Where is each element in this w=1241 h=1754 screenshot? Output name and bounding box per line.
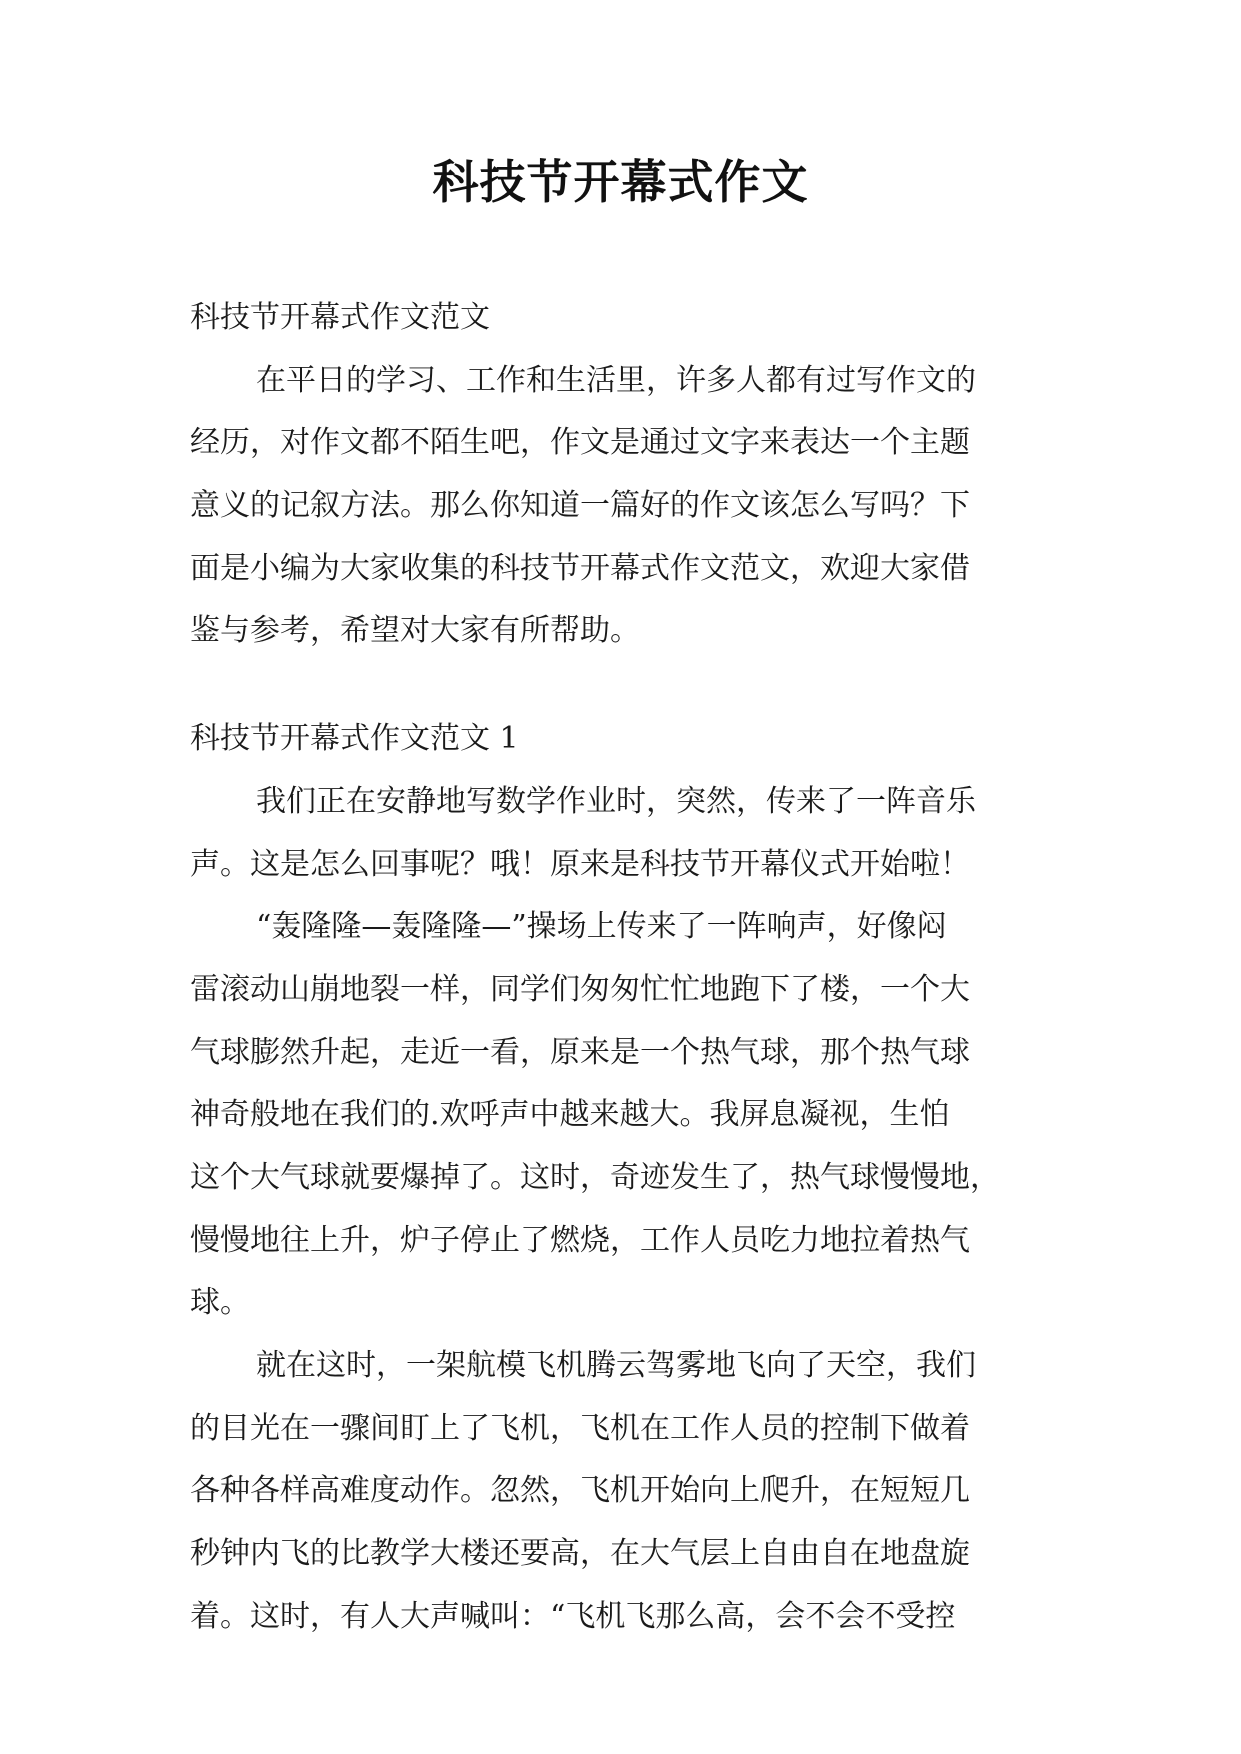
section1-paragraph-1 [190, 771, 1056, 896]
section1-paragraph-2 [190, 896, 1056, 1335]
paragraph-line: 各种各样高难度动作。忽然，飞机开始向上爬升，在短短几 [190, 1473, 970, 1509]
paragraph-line: 气球膨然升起，走近一看，原来是一个热气球，那个热气球 [190, 1034, 970, 1070]
section-spacer [190, 663, 1056, 708]
paragraph-line: 神奇般地在我们的.欢呼声中越来越大。我屏息凝视，生怕 [190, 1097, 950, 1133]
paragraph-line: 面是小编为大家收集的科技节开幕式作文范文，欢迎大家借 [190, 550, 970, 586]
paragraph-line: 声。这是怎么回事呢？哦！原来是科技节开幕仪式开始啦！ [190, 846, 970, 882]
paragraph-line: 的目光在一骤间盯上了飞机，飞机在工作人员的控制下做着 [190, 1410, 970, 1446]
paragraph-line: 这个大气球就要爆掉了。这时，奇迹发生了，热气球慢慢地， [190, 1159, 1000, 1195]
paragraph-line: 秒钟内飞的比教学大楼还要高，在大气层上自由自在地盘旋 [190, 1536, 970, 1572]
paragraph-line: 鉴与参考，希望对大家有所帮助。 [190, 613, 640, 649]
intro-heading: 科技节开幕式作文范文 [190, 300, 490, 335]
section1-paragraph-3 [190, 1335, 1056, 1648]
paragraph-line: 就在这时，一架航模飞机腾云驾雾地飞向了天空，我们 [256, 1348, 976, 1383]
section-heading: 科技节开幕式作文范文 1 [190, 721, 519, 757]
paragraph-line: 在平日的学习、工作和生活里，许多人都有过写作文的 [256, 362, 976, 398]
document-title: 科技节开幕式作文 [432, 155, 809, 209]
paragraph-line: 意义的记叙方法。那么你知道一篇好的作文该怎么写吗？下 [190, 488, 970, 524]
paragraph-line: 着。这时，有人大声喊叫：“飞机飞那么高，会不会不受控 [190, 1598, 956, 1634]
paragraph-line: 雷滚动山崩地裂一样，同学们匆匆忙忙地跑下了楼，一个大 [190, 971, 970, 1007]
paragraph-line: 慢慢地往上升，炉子停止了燃烧，工作人员吃力地拉着热气 [190, 1222, 970, 1258]
paragraph-line: 球。 [190, 1285, 250, 1321]
document-body [190, 287, 1056, 1648]
paragraph-line: 我们正在安静地写数学作业时，突然，传来了一阵音乐 [256, 783, 976, 819]
intro-paragraph [190, 350, 1056, 663]
paragraph-line: 经历，对作文都不陌生吧，作文是通过文字来表达一个主题 [190, 425, 970, 461]
paragraph-line: “轰隆隆—轰隆隆—”操场上传来了一阵响声，好像闷 [256, 909, 947, 945]
